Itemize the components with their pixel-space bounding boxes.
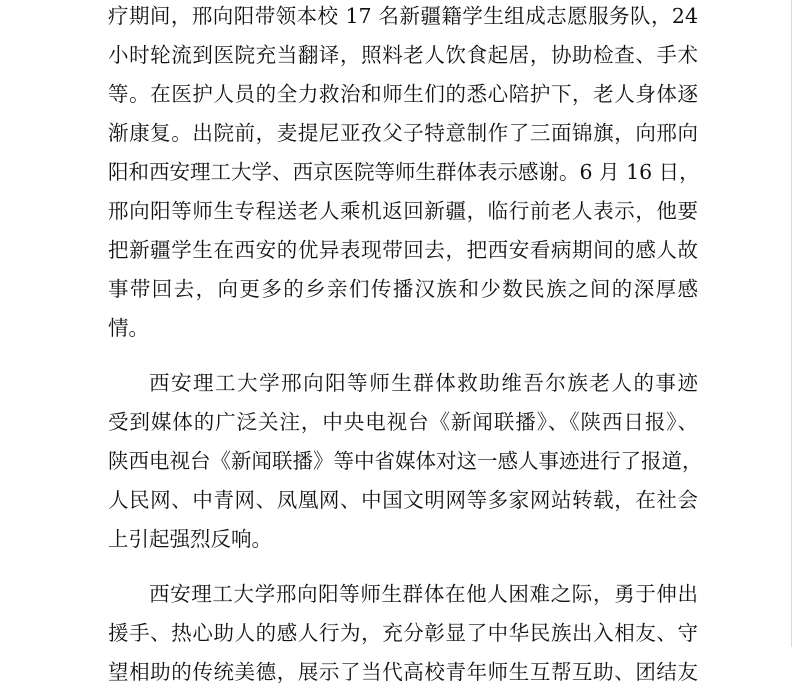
text-line: 疗期间，邢向阳带领本校 17 名新疆籍学生组成志愿服务队，24 xyxy=(108,4,698,28)
paragraph-spacing xyxy=(108,559,698,575)
text-line: 小时轮流到医院充当翻译，照料老人饮食起居，协助检查、手术 xyxy=(108,43,698,67)
paragraph-spacing xyxy=(108,348,698,364)
text-line: 受到媒体的广泛关注，中央电视台《新闻联播》、《陕西日报》、 xyxy=(108,410,698,434)
text-line: 等。在医护人员的全力救治和师生们的悉心陪护下，老人身体逐 xyxy=(108,82,698,106)
document-page xyxy=(108,0,703,692)
text-line: 望相助的传统美德，展示了当代高校青年师生互帮互助、团结友 xyxy=(108,660,698,684)
paragraph-3 xyxy=(108,575,698,692)
text-line: 西安理工大学邢向阳等师生群体在他人困难之际，勇于伸出 xyxy=(149,582,698,606)
text-line: 西安理工大学邢向阳等师生群体救助维吾尔族老人的事迹 xyxy=(149,371,698,395)
text-line: 援手、热心助人的感人行为，充分彰显了中华民族出入相友、守 xyxy=(108,621,698,645)
text-line: 情。 xyxy=(108,316,149,340)
text-line: 上引起强烈反响。 xyxy=(108,527,272,551)
text-line: 人民网、中青网、凤凰网、中国文明网等多家网站转载，在社会 xyxy=(108,488,698,512)
text-line: 把新疆学生在西安的优异表现带回去，把西安看病期间的感人故 xyxy=(108,238,698,262)
paragraph-2 xyxy=(108,364,703,559)
page-edge-line xyxy=(791,0,792,647)
text-line: 事带回去，向更多的乡亲们传播汉族和少数民族之间的深厚感 xyxy=(108,277,698,301)
text-line: 陕西电视台《新闻联播》等中省媒体对这一感人事迹进行了报道， xyxy=(108,449,703,473)
text-line: 阳和西安理工大学、西京医院等师生群体表示感谢。6 月 16 日， xyxy=(108,160,700,184)
text-line: 渐康复。出院前，麦提尼亚孜父子特意制作了三面锦旗，向邢向 xyxy=(108,121,698,145)
text-line: 邢向阳等师生专程送老人乘机返回新疆，临行前老人表示，他要 xyxy=(108,199,698,223)
paragraph-1 xyxy=(108,0,698,348)
